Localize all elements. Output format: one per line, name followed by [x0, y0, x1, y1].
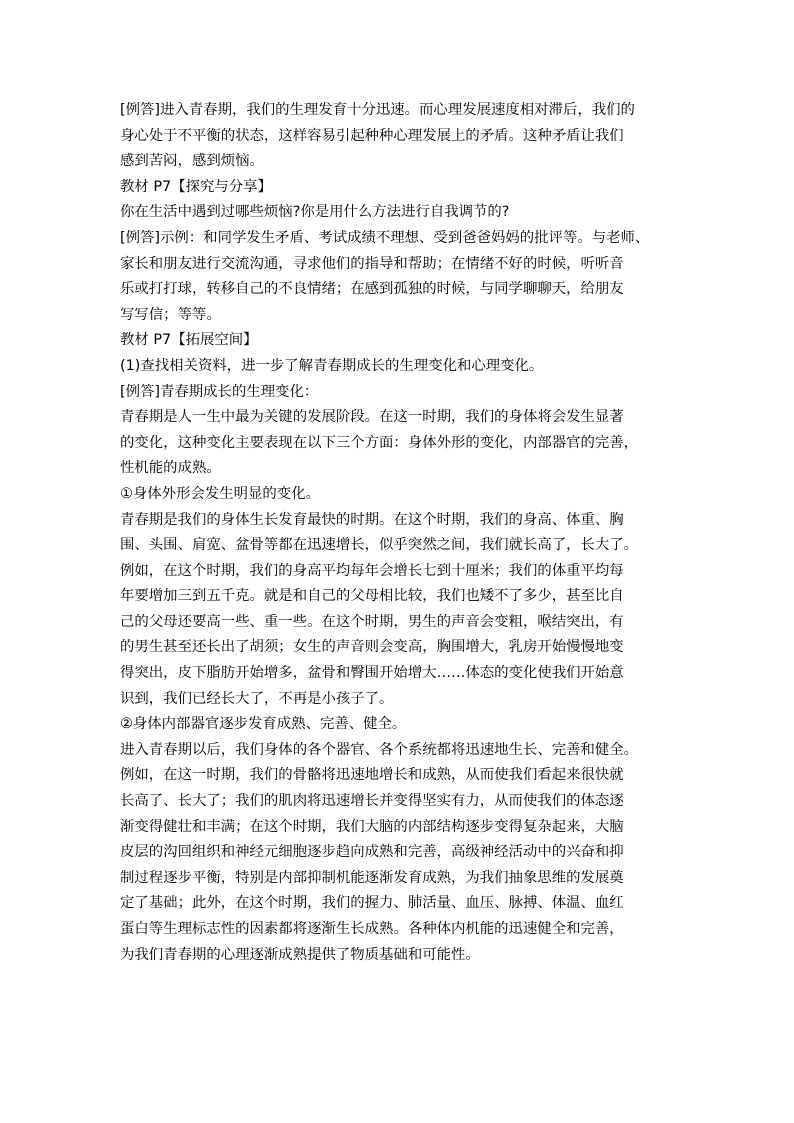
text-line: 教材 P7【拓展空间】 [120, 332, 258, 349]
text-line: 你在生活中遇到过哪些烦恼?你是用什么方法进行自我调节的? [120, 204, 510, 221]
text-line: 皮层的沟回组织和神经元细胞逐步趋向成熟和完善，高级神经活动中的兴奋和抑 [120, 844, 624, 861]
document-body [120, 98, 720, 968]
text-line: 己的父母还要高一些、重一些。在这个时期，男生的声音会变粗，喉结突出，有 [120, 613, 624, 630]
text-line: 写写信；等等。 [120, 306, 221, 323]
text-line: 为我们青春期的心理逐渐成熟提供了物质基础和可能性。 [120, 946, 480, 963]
text-line: 青春期是我们的身体生长发育最快的时期。在这个时期，我们的身高、体重、胸 [120, 511, 624, 528]
text-line: 的男生甚至还长出了胡须；女生的声音则会变高，胸围增大，乳房开始慢慢地变 [120, 639, 624, 656]
text-line: [例答]青春期成长的生理变化： [120, 383, 319, 400]
text-line: 识到，我们已经长大了，不再是小孩子了。 [120, 690, 394, 707]
text-line: 青春期是人一生中最为关键的发展阶段。在这一时期，我们的身体将会发生显著 [120, 409, 624, 426]
text-line: ①身体外形会发生明显的变化。 [120, 485, 320, 502]
text-line: 例如，在这一时期，我们的骨骼将迅速地增长和成熟，从而使我们看起来很快就 [120, 767, 624, 784]
text-line: 感到苦闷，感到烦恼。 [120, 153, 264, 170]
text-line: 家长和朋友进行交流沟通，寻求他们的指导和帮助；在情绪不好的时候，听听音 [120, 255, 624, 272]
text-line: 年要增加三到五千克。就是和自己的父母相比较，我们也矮不了多少，甚至比自 [120, 588, 624, 605]
text-line: 教材 P7【探究与分享】 [120, 178, 272, 195]
text-line: 蛋白等生理标志性的因素都将逐渐生长成熟。各种体内机能的迅速健全和完善， [120, 921, 624, 937]
text-line: 渐变得健壮和丰满；在这个时期，我们大脑的内部结构逐步变得复杂起来，大脑 [120, 818, 624, 835]
text-line: 围、头围、肩宽、盆骨等都在迅速增长，似乎突然之间，我们就长高了，长大了。 [120, 537, 639, 554]
text-line: (1)查找相关资料，进一步了解青春期成长的生理变化和心理变化。 [120, 357, 544, 374]
text-line: 性机能的成熟。 [120, 460, 221, 477]
text-line: 乐或打打球，转移自己的不良情绪；在感到孤独的时候，与同学聊聊天，给朋友 [120, 281, 624, 298]
text-line: 例如，在这个时期，我们的身高平均每年会增长七到十厘米；我们的体重平均每 [120, 562, 624, 579]
text-line: 制过程逐步平衡，特别是内部抑制机能逐渐发育成熟，为我们抽象思维的发展奠 [120, 869, 624, 886]
text-line: 长高了、长大了；我们的肌肉将迅速增长并变得坚实有力，从而使我们的体态逐 [120, 793, 624, 810]
text-line: [例答]示例：和同学发生矛盾、考试成绩不理想、受到爸爸妈妈的批评等。与老师、 [120, 229, 650, 246]
text-line: 的变化，这种变化主要表现在以下三个方面：身体外形的变化，内部器官的完善， [120, 434, 639, 451]
text-line: 身心处于不平衡的状态，这样容易引起种种心理发展上的矛盾。这种矛盾让我们 [120, 127, 624, 144]
text-line: 得突出，皮下脂肪开始增多，盆骨和臀围开始增大……体态的变化使我们开始意 [120, 665, 624, 682]
text-line: ②身体内部器官逐步发育成熟、完善、健全。 [120, 716, 407, 733]
text-line: 进入青春期以后，我们身体的各个器官、各个系统都将迅速地生长、完善和健全。 [120, 741, 639, 758]
text-line: 定了基础；此外，在这个时期，我们的握力、肺活量、血压、脉搏、体温、血红 [120, 895, 624, 912]
text-line: [例答]进入青春期，我们的生理发育十分迅速。而心理发展速度相对滞后，我们的 [120, 102, 635, 118]
